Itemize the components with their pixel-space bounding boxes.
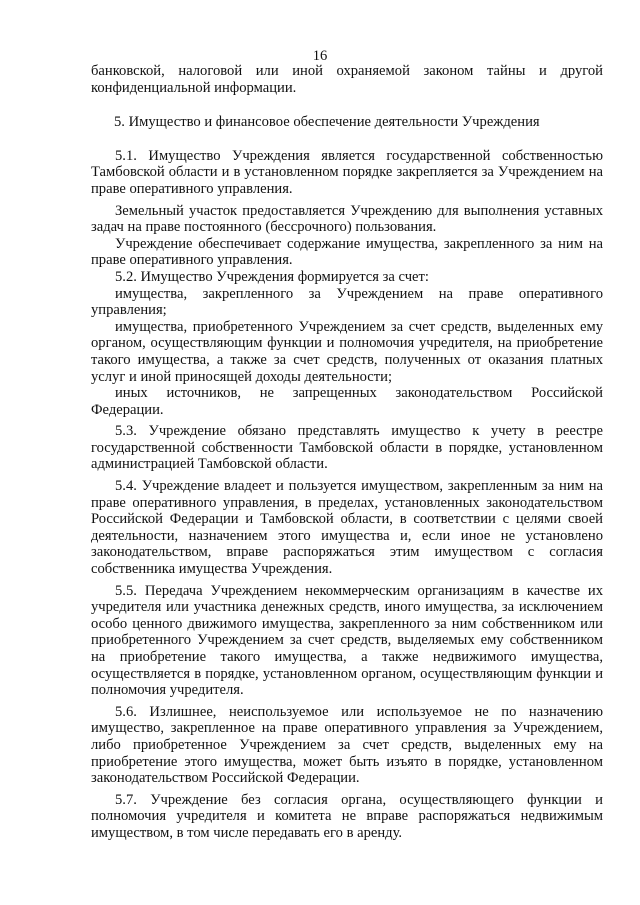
page-number: 16 — [312, 48, 328, 64]
paragraph-5-2: 5.2. Имущество Учреждения формируется за счет: — [115, 268, 429, 285]
document-body — [91, 63, 603, 842]
paragraph-5-3: 5.3. Учреждение обязано представлять имущество к учету в реестре государственной собственности Тамбовской области в порядке, установленном администрацией Тамбовской области. — [91, 423, 603, 473]
section-heading: 5. Имущество и финансовое обеспечение деятельности Учреждения — [114, 114, 540, 131]
list-item-acquired-property: имущества, приобретенного Учреждением за счет средств, выделенных ему органом, осуществляющим функции и полномочия учредителя, на приобретение такого имущества, а также за счет средств, полученных от оказания платных услуг и иной приносящей доходы деятельности; — [91, 318, 603, 385]
paragraph-5-1: 5.1. Имущество Учреждения является государственной собственностью Тамбовской области и в установленном порядке закрепляется за Учреждением на праве оперативного управления. — [91, 147, 603, 197]
paragraph-5-5: 5.5. Передача Учреждением некоммерческим организациям в качестве их учредителя или участника денежных средств, иного имущества, за исключением особо ценного движимого имущества, закрепленного за ним собственником или приобретенного Учреждением за счет средств, выделяемых ему собственником на приобретение такого имущества, а также недвижимого имущества, осуществляется в порядке, установленном органом, осуществляющим функции и полномочия учредителя. — [91, 582, 603, 699]
paragraph-5-4: 5.4. Учреждение владеет и пользуется имуществом, закрепленным за ним на праве оперативного управления, в пределах, установленных законодательством Российской Федерации и Тамбовской области, в соответствии с целями своей деятельности, назначением этого имущества и, если иное не установлено законодательством, вправе распоряжаться этим имуществом с согласия собственника имущества Учреждения. — [91, 478, 603, 578]
list-item-operational-property: имущества, закрепленного за Учреждением на праве оперативного управления; — [91, 285, 603, 319]
paragraph-maintenance: Учреждение обеспечивает содержание имущества, закрепленного за ним на праве оперативного управления. — [91, 235, 603, 269]
paragraph-land-plot: Земельный участок предоставляется Учреждению для выполнения уставных задач на праве постоянного (бессрочного) пользования. — [91, 202, 603, 236]
paragraph-5-6: 5.6. Излишнее, неиспользуемое или используемое не по назначению имущество, закрепленное на праве оперативного управления за Учреждением, либо приобретенное Учреждением за счет средств, выделенных ему на приобретение этого имущества, может быть изъято в порядке, установленном законодательством Российской Федерации. — [91, 703, 603, 787]
paragraph-5-7: 5.7. Учреждение без согласия органа, осуществляющего функции и полномочия учредителя и комитета не вправе распоряжаться недвижимым имуществом, в том числе передавать его в аренду. — [91, 791, 603, 841]
list-item-other-sources: иных источников, не запрещенных законодательством Российской Федерации. — [91, 385, 603, 418]
intro-paragraph: банковской, налоговой или иной охраняемой законом тайны и другой конфиденциальной информации. — [91, 63, 603, 96]
